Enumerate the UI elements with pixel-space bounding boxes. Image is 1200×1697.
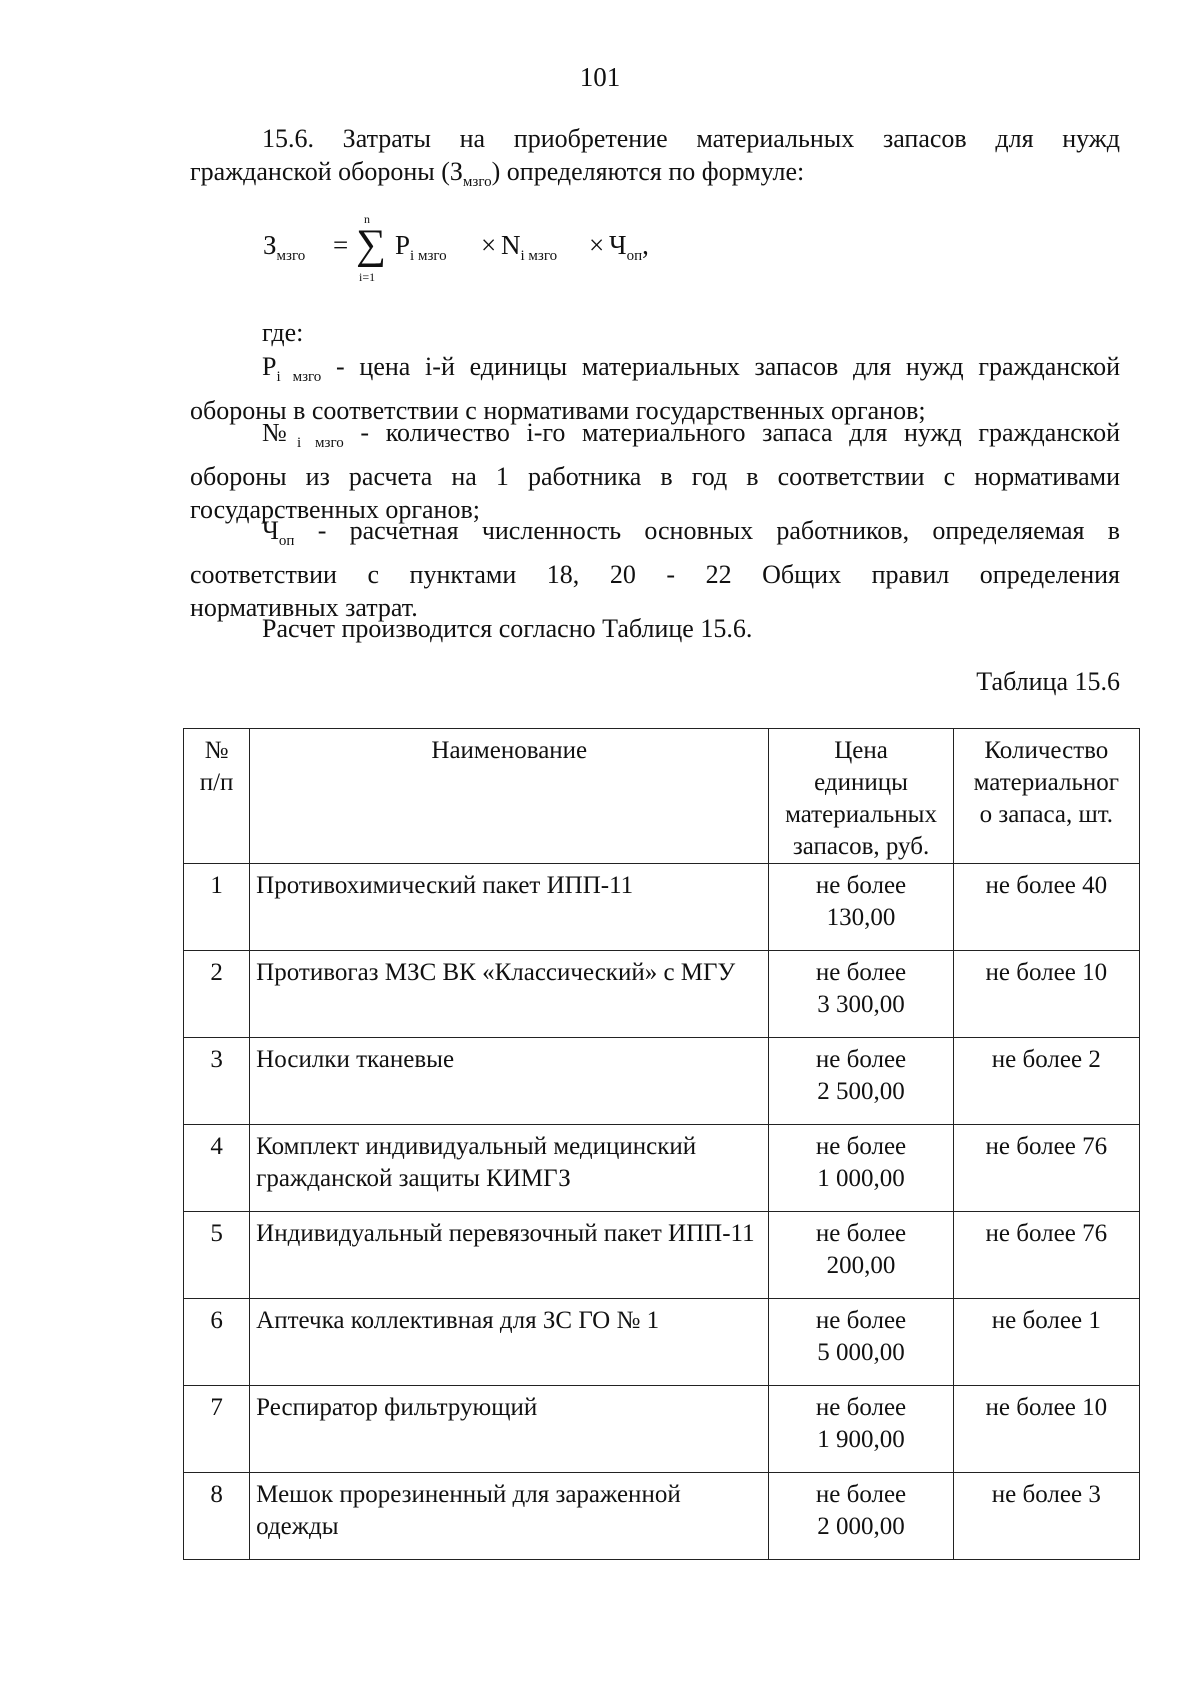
table-header-row [184, 729, 1140, 864]
row-num: 8 [184, 1473, 250, 1560]
formula-times-2: × [589, 230, 605, 260]
table-row [184, 1386, 1140, 1473]
definition-ch-line-3: нормативных затрат. [190, 593, 418, 623]
row-num: 4 [184, 1125, 250, 1212]
definition-n [190, 416, 1120, 526]
page-number: 101 [579, 62, 621, 92]
definition-n-line-1: $№_{i мзго}$ - количество i-го материального запаса для нужд гражданской [262, 418, 1121, 452]
table-caption: Таблица 15.6 [976, 667, 1120, 696]
table-row [184, 1473, 1140, 1560]
table-row [184, 951, 1140, 1038]
definition-p-line-1: $P_{i мзго}$ - цена i-й единицы материальных запасов для нужд гражданской [262, 352, 1120, 386]
header-price: Цена единицы материальных запасов, руб. [769, 729, 953, 864]
table-row [184, 1125, 1140, 1212]
row-quantity: не более 10 [953, 951, 1139, 1038]
row-name: Противохимический пакет ИПП-11 [250, 864, 769, 951]
row-quantity: не более 1 [953, 1299, 1139, 1386]
table-row [184, 864, 1140, 951]
formula-n-term: $N_{i мзго}$ [501, 230, 558, 264]
definition-ch-line-1: $Ч_{оп}$ - расчетная численность основных работников, определяемая в [262, 516, 1120, 550]
formula-times-1: × [481, 230, 497, 260]
row-price: не более 5 000,00 [769, 1299, 953, 1386]
formula-lhs: $З_{мзго}$ [263, 230, 306, 264]
definition-ch-line-2: соответствии с пунктами 18, 20 - 22 Общих правил определения [190, 560, 1120, 590]
sigma-upper-limit: n [364, 212, 370, 226]
row-price: не более 2 000,00 [769, 1473, 953, 1560]
row-price: не более 3 300,00 [769, 951, 953, 1038]
row-name: Индивидуальный перевязочный пакет ИПП-11 [250, 1212, 769, 1299]
header-quantity: Количество материальног о запаса, шт. [953, 729, 1139, 864]
row-price: не более 2 500,00 [769, 1038, 953, 1125]
calc-note: Расчет производится согласно Таблице 15.6. [262, 614, 753, 643]
section-paragraph [190, 122, 1120, 199]
paragraph-line-1: 15.6. Затраты на приобретение материальных запасов для нужд [262, 124, 1120, 153]
row-num: 3 [184, 1038, 250, 1125]
formula-equals: = [333, 230, 349, 260]
row-price: не более 200,00 [769, 1212, 953, 1299]
header-name: Наименование [250, 729, 769, 864]
formula-ch-term: $Ч_{оп}$, [609, 230, 649, 264]
row-name: Аптечка коллективная для ЗС ГО № 1 [250, 1299, 769, 1386]
row-price: не более 1 000,00 [769, 1125, 953, 1212]
formula-p-term: $P_{i мзго}$ [395, 230, 447, 264]
paragraph-text: гражданской обороны (З [190, 157, 463, 186]
materials-table [183, 728, 1140, 1560]
definition-n-line-2: обороны из расчета на 1 работника в год в соответствии с нормативами [190, 462, 1120, 492]
row-name: Респиратор фильтрующий [250, 1386, 769, 1473]
row-num: 1 [184, 864, 250, 951]
row-name: Комплект индивидуальный медицинский гражданской защиты КИМГЗ [250, 1125, 769, 1212]
paragraph-text-end: ) определяются по формуле: [491, 157, 805, 186]
row-quantity: не более 10 [953, 1386, 1139, 1473]
row-quantity: не более 2 [953, 1038, 1139, 1125]
formula [263, 212, 763, 288]
row-num: 2 [184, 951, 250, 1038]
sigma-lower-limit: i=1 [359, 270, 376, 284]
definition-n-line-3: государственных органов; [190, 495, 480, 525]
definition-p-line-2: обороны в соответствии с нормативами государственных органов; [190, 396, 926, 426]
row-name: Противогаз МЗС ВК «Классический» с МГУ [250, 951, 769, 1038]
row-price: не более 1 900,00 [769, 1386, 953, 1473]
sigma-symbol: ∑ [356, 222, 386, 268]
header-num: № п/п [184, 729, 250, 864]
row-quantity: не более 76 [953, 1125, 1139, 1212]
row-num: 6 [184, 1299, 250, 1386]
row-name: Носилки тканевые [250, 1038, 769, 1125]
row-quantity: не более 76 [953, 1212, 1139, 1299]
paragraph-subscript: мзго [462, 174, 492, 191]
table-row [184, 1038, 1140, 1125]
definition-ch [190, 514, 1120, 624]
row-name: Мешок прорезиненный для зараженной одежды [250, 1473, 769, 1560]
row-quantity: не более 3 [953, 1473, 1139, 1560]
table-row [184, 1299, 1140, 1386]
paragraph-line-2 [190, 155, 1120, 199]
where-label: где: [262, 318, 304, 347]
row-num: 5 [184, 1212, 250, 1299]
table-row [184, 1212, 1140, 1299]
row-quantity: не более 40 [953, 864, 1139, 951]
row-num: 7 [184, 1386, 250, 1473]
row-price: не более 130,00 [769, 864, 953, 951]
